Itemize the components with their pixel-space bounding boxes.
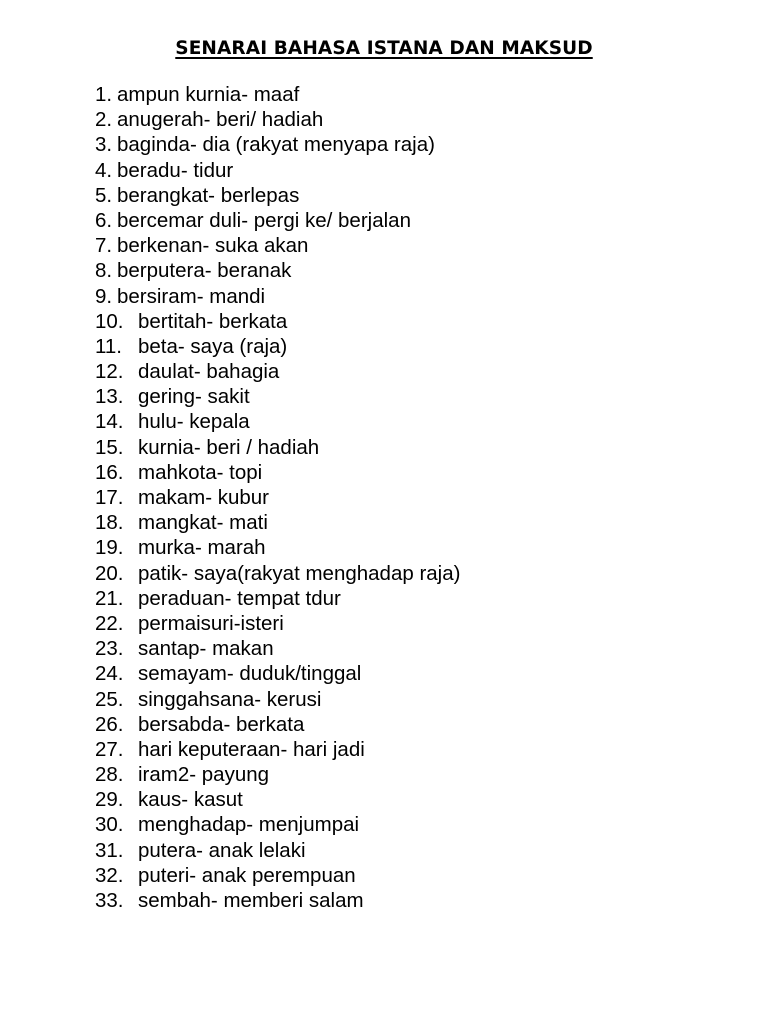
list-item-number: 16. xyxy=(95,460,124,484)
list-item-number: 23. xyxy=(95,637,124,661)
list-item-text: daulat- bahagia xyxy=(138,360,280,384)
list-item xyxy=(95,611,460,636)
list-item-text: santap- makan xyxy=(138,637,274,661)
list-item-text: mahkota- topi xyxy=(138,460,263,484)
list-item-number: 9. xyxy=(95,284,113,308)
list-item-text: beradu- tidur xyxy=(117,158,234,182)
list-item xyxy=(95,561,460,586)
list-item-text: anugerah- beri/ hadiah xyxy=(117,108,324,132)
list-item xyxy=(95,384,460,409)
list-item-text: permaisuri-isteri xyxy=(138,611,284,635)
list-item xyxy=(95,888,460,913)
list-item-text: hari keputeraan- hari jadi xyxy=(138,737,365,761)
list-item xyxy=(95,737,460,762)
list-item-text: kurnia- beri / hadiah xyxy=(138,435,320,459)
list-item xyxy=(95,409,460,434)
list-item xyxy=(95,712,460,737)
list-item-text: bersiram- mandi xyxy=(117,284,266,308)
list-item-text: peraduan- tempat tdur xyxy=(138,586,341,610)
list-item-number: 1. xyxy=(95,83,113,106)
list-item-number: 22. xyxy=(95,611,124,635)
list-item-number: 2. xyxy=(95,108,113,132)
list-item xyxy=(95,586,460,611)
list-item-text: bertitah- berkata xyxy=(138,309,288,333)
list-item-text: hulu- kepala xyxy=(138,410,250,434)
list-item-number: 6. xyxy=(95,208,113,232)
list-item xyxy=(95,107,460,132)
term-list xyxy=(95,82,460,913)
list-item-text: murka- marah xyxy=(138,536,266,560)
list-item-text: kaus- kasut xyxy=(138,788,243,812)
list-item-number: 11. xyxy=(95,334,122,358)
list-item-text: bersabda- berkata xyxy=(138,712,305,736)
list-item-number: 24. xyxy=(95,662,124,686)
list-item xyxy=(95,661,460,686)
list-item-text: berkenan- suka akan xyxy=(117,234,309,258)
list-item-text: baginda- dia (rakyat menyapa raja) xyxy=(117,133,435,157)
list-item-text: patik- saya(rakyat menghadap raja) xyxy=(138,561,461,585)
list-item xyxy=(95,309,460,334)
list-item xyxy=(95,812,460,837)
list-item xyxy=(95,787,460,812)
list-item xyxy=(95,485,460,510)
list-item-number: 20. xyxy=(95,561,124,585)
list-item-text: ampun kurnia- maaf xyxy=(117,83,300,106)
list-item-number: 15. xyxy=(95,435,124,459)
list-item-text: iram2- payung xyxy=(138,763,270,787)
list-item xyxy=(95,762,460,787)
list-item xyxy=(95,233,460,258)
list-item-number: 13. xyxy=(95,385,124,409)
list-item-number: 8. xyxy=(95,259,113,283)
list-item-text: berputera- beranak xyxy=(117,259,292,283)
list-item xyxy=(95,535,460,560)
list-item xyxy=(95,460,460,485)
list-item-number: 26. xyxy=(95,712,124,736)
list-item-number: 10. xyxy=(95,309,124,333)
list-item xyxy=(95,284,460,309)
list-item-text: bercemar duli- pergi ke/ berjalan xyxy=(117,208,411,232)
list-item-number: 28. xyxy=(95,763,124,787)
list-item-number: 18. xyxy=(95,511,124,535)
list-item xyxy=(95,82,460,107)
list-item-text: mangkat- mati xyxy=(138,511,268,535)
list-item xyxy=(95,334,460,359)
list-item-text: beta- saya (raja) xyxy=(138,334,288,358)
list-item xyxy=(95,863,460,888)
list-item-number: 4. xyxy=(95,158,113,182)
list-item-number: 3. xyxy=(95,133,113,157)
list-item xyxy=(95,359,460,384)
list-item xyxy=(95,158,460,183)
document-title xyxy=(0,38,768,59)
list-item xyxy=(95,258,460,283)
list-item-number: 33. xyxy=(95,889,124,912)
list-item-number: 30. xyxy=(95,813,124,837)
list-item xyxy=(95,510,460,535)
list-item-text: sembah- memberi salam xyxy=(138,889,364,912)
list-item-number: 12. xyxy=(95,360,124,384)
list-item-number: 19. xyxy=(95,536,124,560)
list-item-number: 21. xyxy=(95,586,124,610)
list-item xyxy=(95,208,460,233)
list-item-number: 27. xyxy=(95,737,124,761)
list-item-text: semayam- duduk/tinggal xyxy=(138,662,362,686)
list-item-number: 29. xyxy=(95,788,124,812)
list-item-number: 17. xyxy=(95,486,124,509)
list-item-number: 32. xyxy=(95,863,124,887)
list-item-number: 14. xyxy=(95,410,124,434)
list-item-text: putera- anak lelaki xyxy=(138,838,306,862)
document-title-text: SENARAI BAHASA ISTANA DAN MAKSUD xyxy=(175,38,593,59)
list-item-text: berangkat- berlepas xyxy=(117,183,300,207)
list-item xyxy=(95,132,460,157)
list-item-text: gering- sakit xyxy=(138,385,250,409)
list-item-text: puteri- anak perempuan xyxy=(138,863,356,887)
list-item-number: 25. xyxy=(95,687,124,711)
list-item-text: menghadap- menjumpai xyxy=(138,813,360,837)
list-item-text: makam- kubur xyxy=(138,486,270,509)
list-item-text: singgahsana- kerusi xyxy=(138,687,322,711)
list-item-number: 31. xyxy=(95,838,124,862)
list-item xyxy=(95,636,460,661)
list-item xyxy=(95,183,460,208)
list-item xyxy=(95,435,460,460)
list-item xyxy=(95,687,460,712)
list-item xyxy=(95,838,460,863)
list-item-number: 5. xyxy=(95,183,113,207)
list-item-number: 7. xyxy=(95,234,113,258)
